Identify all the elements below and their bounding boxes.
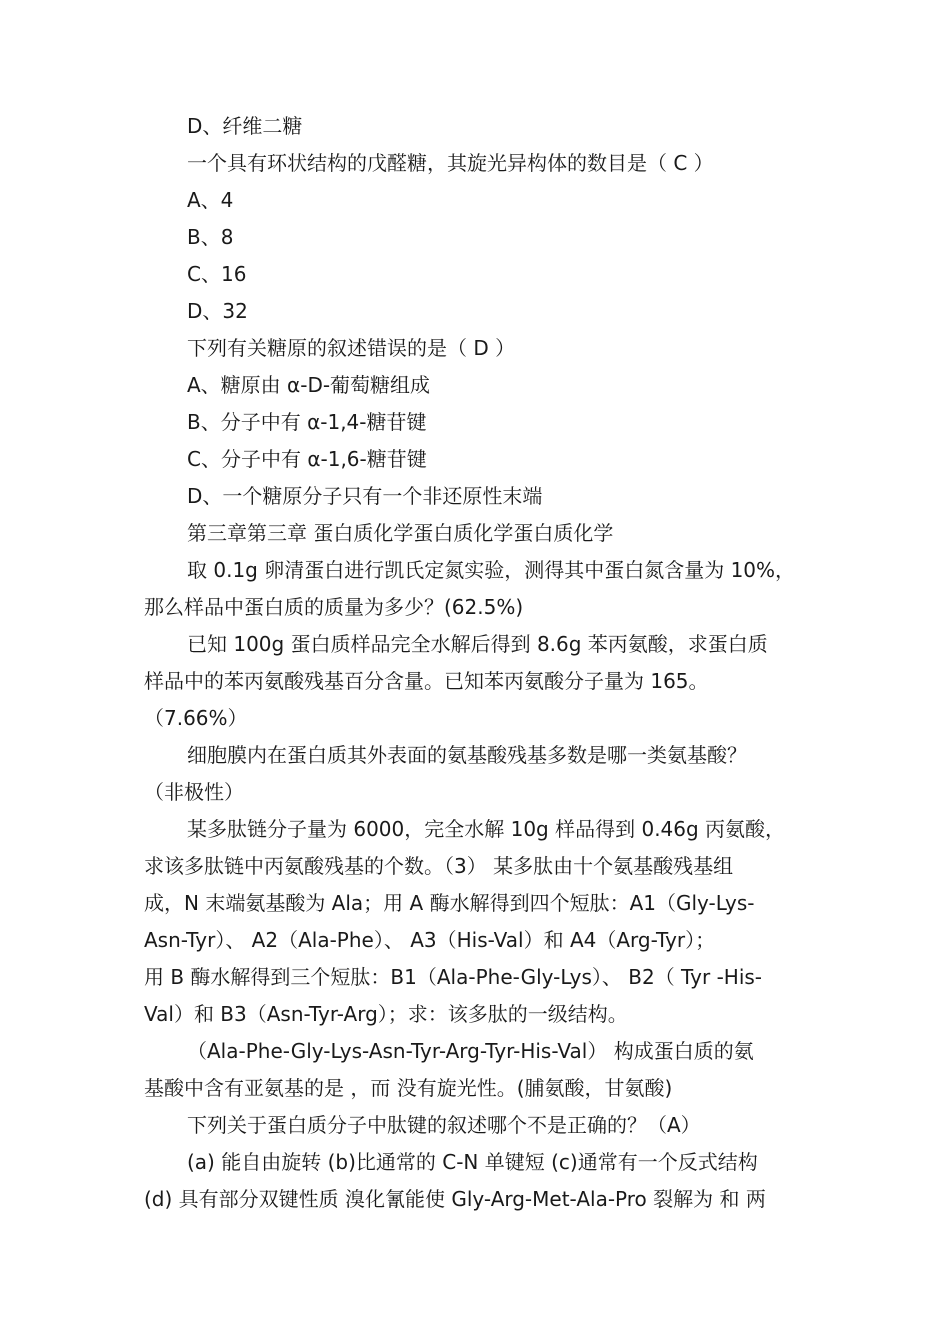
text-line: 样品中的苯丙氨酸残基百分含量。已知苯丙氨酸分子量为 165。 <box>144 669 709 693</box>
text-line: A、4 <box>187 188 234 212</box>
text-line: B、8 <box>187 225 234 249</box>
text-line: 下列关于蛋白质分子中肽键的叙述哪个不是正确的？（A） <box>187 1113 701 1137</box>
text-line: 第三章第三章 蛋白质化学蛋白质化学蛋白质化学 <box>187 521 614 545</box>
text-line: 用 B 酶水解得到三个短肽：B1（Ala-Phe-Gly-Lys）、 B2（ Tyr -His- <box>144 965 763 989</box>
text-line: B、分子中有 α-1,4-糖苷键 <box>187 410 427 434</box>
text-line: (d) 具有部分双键性质 溴化氰能使 Gly-Arg-Met-Ala-Pro 裂解为 和 两 <box>144 1187 766 1211</box>
text-line: 基酸中含有亚氨基的是 ，而 没有旋光性。(脯氨酸，甘氨酸) <box>144 1076 673 1100</box>
text-line: Asn-Tyr）、 A2（Ala-Phe）、 A3（His-Val）和 A4（Arg-Tyr）； <box>144 928 716 952</box>
text-line: 细胞膜内在蛋白质其外表面的氨基酸残基多数是哪一类氨基酸？ <box>187 743 747 767</box>
text-line: 一个具有环状结构的戊醛糖，其旋光异构体的数目是（ C ） <box>187 151 714 175</box>
text-line: Val）和 B3（Asn-Tyr-Arg）；求：该多肽的一级结构。 <box>144 1002 628 1026</box>
text-line: （Ala-Phe-Gly-Lys-Asn-Tyr-Arg-Tyr-His-Val） 构成蛋白质的氨 <box>187 1039 754 1063</box>
text-line: 取 0.1g 卵清蛋白进行凯氏定氮实验，测得其中蛋白氮含量为 10%， <box>187 558 796 582</box>
text-line: 某多肽链分子量为 6000，完全水解 10g 样品得到 0.46g 丙氨酸， <box>187 817 786 841</box>
text-line: (a) 能自由旋转 (b)比通常的 C-N 单键短 (c)通常有一个反式结构 <box>187 1150 758 1174</box>
text-line: 成，N 末端氨基酸为 Ala；用 A 酶水解得到四个短肽：A1（Gly-Lys- <box>144 891 755 915</box>
text-line: （7.66%） <box>144 706 248 730</box>
text-line: 那么样品中蛋白质的质量为多少？(62.5%) <box>144 595 524 619</box>
document-body <box>144 108 812 1218</box>
text-line: C、16 <box>187 262 247 286</box>
text-line: A、糖原由 α-D-葡萄糖组成 <box>187 373 431 397</box>
text-line: 已知 100g 蛋白质样品完全水解后得到 8.6g 苯丙氨酸，求蛋白质 <box>187 632 768 656</box>
text-line: （非极性） <box>144 780 244 804</box>
text-line: D、32 <box>187 299 248 323</box>
text-line: C、分子中有 α-1,6-糖苷键 <box>187 447 427 471</box>
text-line: 求该多肽链中丙氨酸残基的个数。（3） 某多肽由十个氨基酸残基组 <box>144 854 734 878</box>
text-line: D、一个糖原分子只有一个非还原性末端 <box>187 484 543 508</box>
text-line: D、纤维二糖 <box>187 114 303 138</box>
text-line: 下列有关糖原的叙述错误的是（ D ） <box>187 336 516 360</box>
